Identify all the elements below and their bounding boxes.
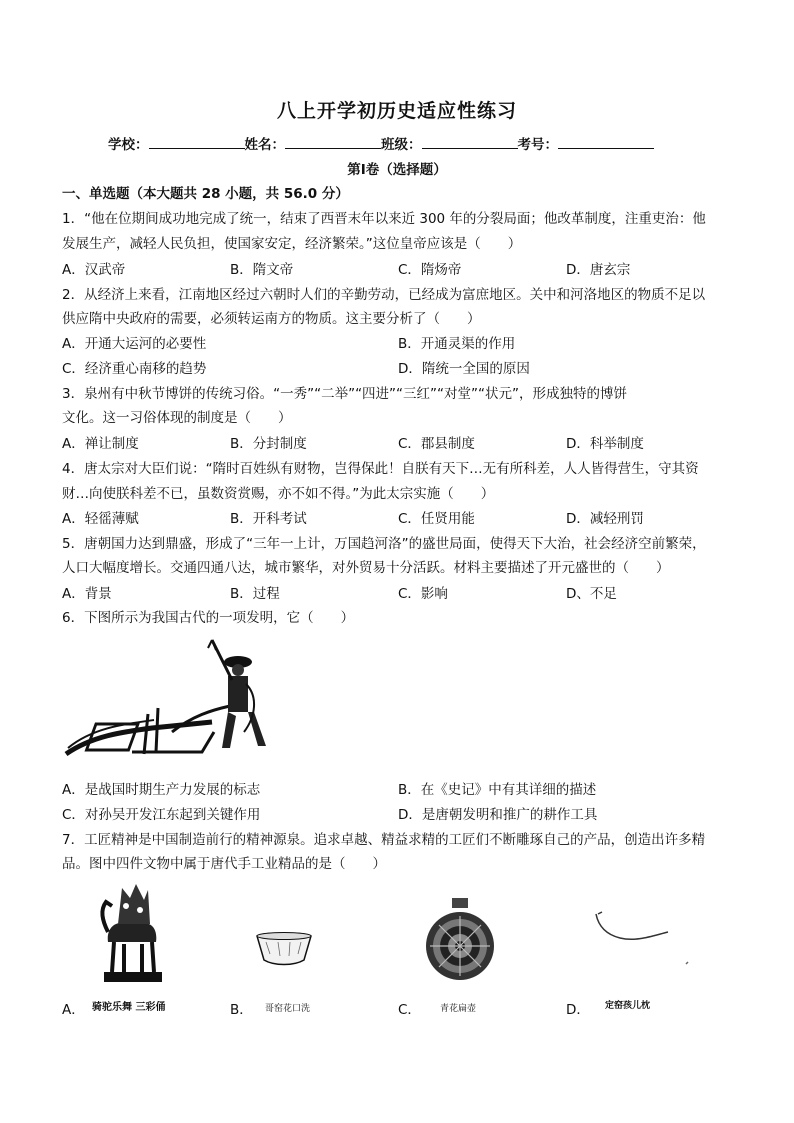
q3-option-b[interactable]: B．分封制度 [230,436,307,452]
q7-caption-c: 青花扁壶 [440,1004,477,1014]
name-label: 姓名： [244,137,285,153]
q1-option-a[interactable]: A．汉武帝 [62,262,126,278]
q7-caption-a: 骑驼乐舞 三彩俑 [92,1002,166,1013]
q1-stem-line1: 1．“他在位期间成功地完成了统一，结束了西晋末年以来近 300 年的分裂局面；他改革制度，注重吏治：他 [62,211,706,227]
tang-sancai-camel-figure-icon [96,880,168,990]
q7-stem-line2: 品。图中四件文物中属于唐代手工业精品的是（ ） [62,856,386,872]
ding-kiln-pillow-icon [590,910,694,972]
q5-option-d[interactable]: D、不足 [566,586,617,602]
q3-option-c[interactable]: C．郡县制度 [398,436,475,452]
q1-stem-line2: 发展生产，减轻人民负担，使国家安定，经济繁荣。”这位皇帝应该是（ ） [62,236,522,252]
q3-option-d[interactable]: D．科举制度 [566,436,644,452]
q2-option-d[interactable]: D．隋统一全国的原因 [398,361,530,377]
blue-white-flask-icon [424,896,496,992]
plough-illustration-icon [62,636,272,766]
q7-option-a[interactable]: A． [62,1002,85,1018]
q7-caption-d: 定窑孩儿枕 [605,1001,651,1011]
q7-stem-line1: 7．工匠精神是中国制造前行的精神源泉。追求卓越、精益求精的工匠们不断雕琢自己的产品，创造出许多精 [62,832,706,848]
school-blank[interactable] [149,136,245,149]
q6-option-d[interactable]: D．是唐朝发明和推广的耕作工具 [398,807,598,823]
q6-option-c[interactable]: C．对孙吴开发江东起到关键作用 [62,807,261,823]
q5-stem-line2: 人口大幅度增长。交通四通八达，城市繁华，对外贸易十分活跃。材料主要描述了开元盛世的（ ） [62,560,670,576]
q6-option-a[interactable]: A．是战国时期生产力发展的标志 [62,782,261,798]
q4-option-a[interactable]: A．轻徭薄赋 [62,511,139,527]
q2-stem-line1: 2．从经济上来看，江南地区经过六朝时人们的辛勤劳动，已经成为富庶地区。关中和河洛地区的物质不足以 [62,287,706,303]
q5-option-a[interactable]: A．背景 [62,586,112,602]
q2-option-b[interactable]: B．开通灵渠的作用 [398,336,516,352]
q3-option-a[interactable]: A．禅让制度 [62,436,139,452]
q4-option-b[interactable]: B．开科考试 [230,511,307,527]
q3-stem-line2: 文化。这一习俗体现的制度是（ ） [62,410,292,426]
q7-caption-b: 哥窑花口洗 [265,1004,311,1014]
class-label: 班级： [381,137,422,153]
q1-option-b[interactable]: B．隋文帝 [230,262,294,278]
ge-kiln-bowl-icon [254,930,314,970]
class-blank[interactable] [422,136,518,149]
section-heading: 一、单选题（本大题共 28 小题，共 56.0 分） [62,186,349,202]
q7-option-b[interactable]: B． [230,1002,253,1018]
name-blank[interactable] [285,136,381,149]
q4-option-d[interactable]: D．减轻刑罚 [566,511,644,527]
q5-option-b[interactable]: B．过程 [230,586,280,602]
id-label: 考号： [517,137,558,153]
school-label: 学校： [108,137,149,153]
q5-stem-line1: 5．唐朝国力达到鼎盛，形成了“三年一上计，万国趋河洛”的盛世局面，使得天下大治，社会经济空前繁荣， [62,536,706,552]
q2-option-c[interactable]: C．经济重心南移的趋势 [62,361,207,377]
q7-option-c[interactable]: C． [398,1002,421,1018]
q1-option-c[interactable]: C．隋炀帝 [398,262,462,278]
volume-heading: 第Ⅰ卷（选择题） [347,162,447,178]
page-title: 八上开学初历史适应性练习 [276,100,517,122]
q1-option-d[interactable]: D．唐玄宗 [566,262,631,278]
q6-stem-line1: 6．下图所示为我国古代的一项发明，它（ ） [62,610,355,626]
q2-stem-line2: 供应隋中央政府的需要，必须转运南方的物质。这主要分析了（ ） [62,311,481,327]
q7-option-d[interactable]: D． [566,1002,590,1018]
q4-option-c[interactable]: C．任贤用能 [398,511,475,527]
q4-stem-line1: 4．唐太宗对大臣们说：“隋时百姓纵有财物，岂得保此！自朕有天下…无有所科差，人人皆得营生，守其资 [62,461,699,477]
q6-option-b[interactable]: B．在《史记》中有其详细的描述 [398,782,597,798]
q5-option-c[interactable]: C．影响 [398,586,448,602]
q2-option-a[interactable]: A．开通大运河的必要性 [62,336,207,352]
id-blank[interactable] [558,136,654,149]
q3-stem-line1: 3．泉州有中秋节博饼的传统习俗。“一秀”“二举”“四进”“三红”“对堂”“状元”，形成独特的博饼 [62,386,628,402]
student-info-row [108,133,654,153]
q4-stem-line2: 财…向使朕科差不已，虽数资赏赐，亦不如不得。”为此太宗实施（ ） [62,486,495,502]
